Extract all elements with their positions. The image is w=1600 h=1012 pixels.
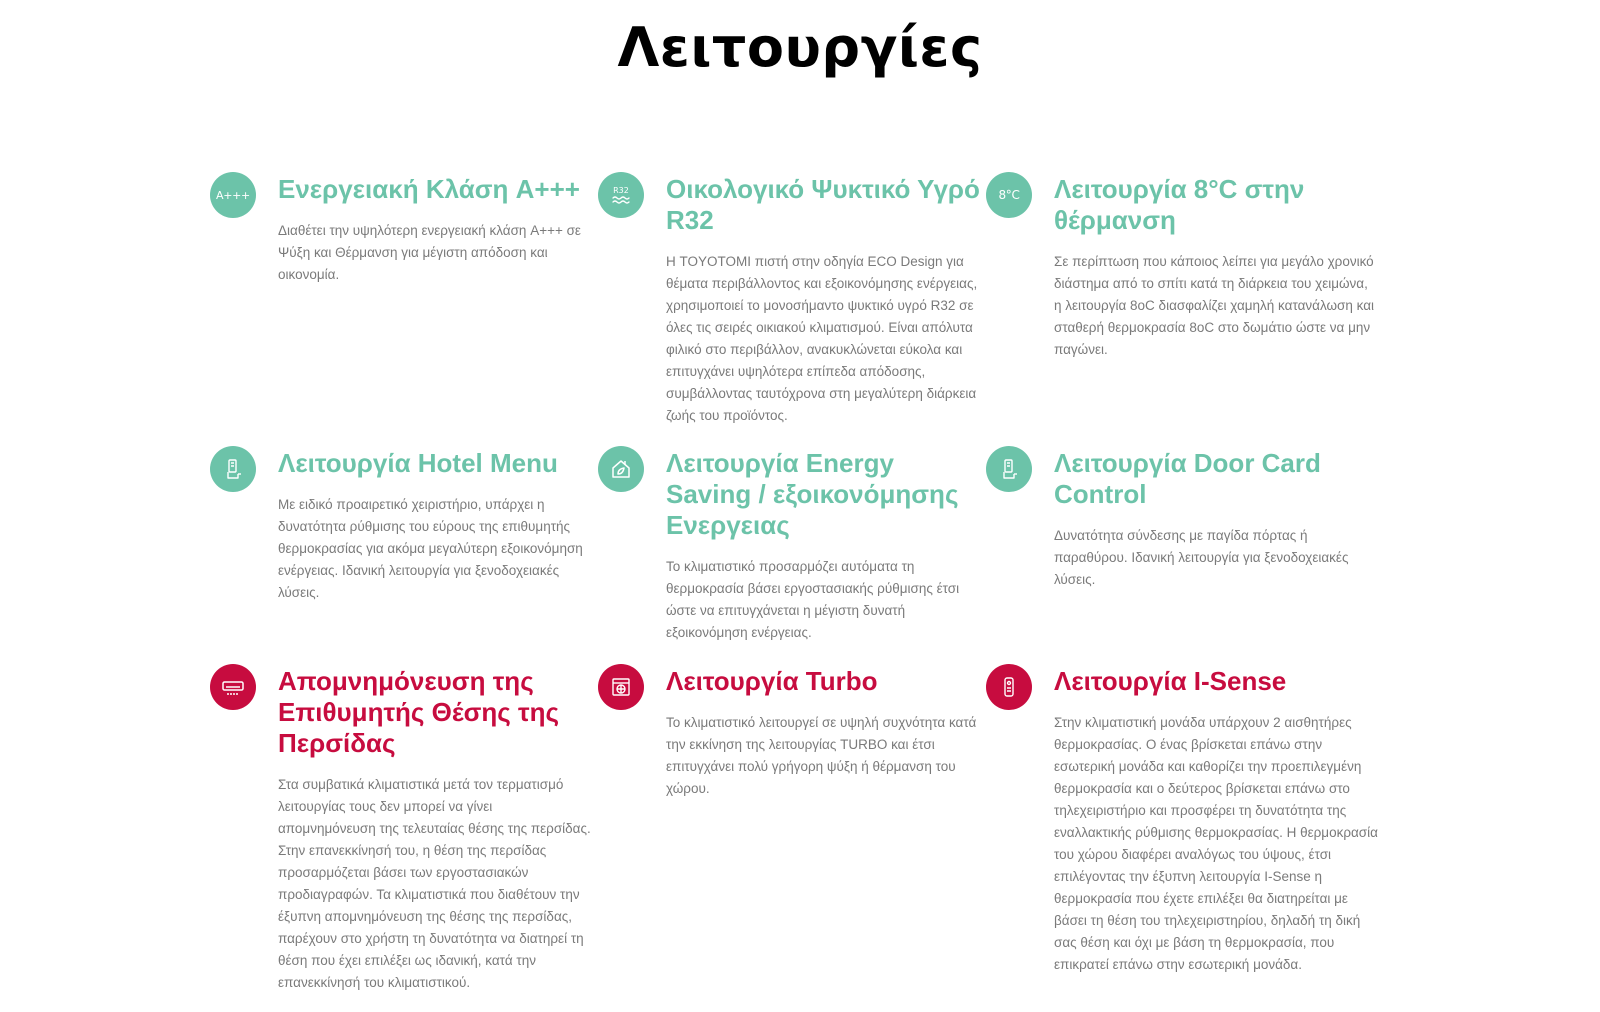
energy-saving-house-icon xyxy=(598,446,644,492)
air-conditioner-louver-icon xyxy=(210,664,256,710)
feature-title: Λειτουργία Energy Saving / εξοικονόμησης Ενεργειας xyxy=(666,448,959,540)
feature-description: Με ειδικό προαιρετικό χειριστήριο, υπάρχει η δυνατότητα ρύθμισης του εύρους της επιθυμητής θερμοκρασίας για ακόμα μεγαλύτερη εξοικονόμηση ενέργειας. Ιδανική λειτουργία για ξενοδοχειακές λύσεις. xyxy=(278,497,583,600)
feature-title: Οικολογικό Ψυκτικό Υγρό R32 xyxy=(666,174,980,235)
feature-title: Λειτουργία Hotel Menu xyxy=(278,448,558,478)
feature-description: Η TOYOTOMI πιστή στην οδηγία ECO Design για θέματα περιβάλλοντος και εξοικονόμησης ενέργειας, χρησιμοποιεί το μονοσήμαντο ψυκτικό υγρό R32 σε όλες τις σειρές οικιακού κλιματισμού. Είναι απόλυτα φιλικό στο περιβάλλον, ανακυκλώνεται εύκολα και επιτυγχάνει υψηλότερα επίπεδα απόδοσης, συμβάλλοντας ταυτόχρονα στη μεγαλύτερη διάρκεια ζωής του προϊόντος. xyxy=(666,254,978,423)
feature-title: Ενεργειακή Κλάση A+++ xyxy=(278,174,580,204)
feature-title: Λειτουργία I-Sense xyxy=(1054,666,1287,696)
svg-text:R32: R32 xyxy=(613,186,629,195)
page-title: Λειτουργίες xyxy=(617,16,983,79)
feature-description: Διαθέτει την υψηλότερη ενεργειακή κλάση A+++ σε Ψύξη και Θέρμανση για μέγιστη απόδοση και οικονομία. xyxy=(278,223,581,282)
feature-description: Σε περίπτωση που κάποιος λείπει για μεγάλο χρονικό διάστημα από το σπίτι κατά τη διάρκεια του χειμώνα, η λειτουργία 8οC διασφαλίζει χαμηλή κατανάλωση και σταθερή θερμοκρασία 8οC στο δωμάτιο ώστε να μην παγώνει. xyxy=(1054,254,1375,357)
feature-description: Το κλιματιστικό προσαρμόζει αυτόματα τη θερμοκρασία βάσει εργοστασιακής ρύθμισης έτσι ώστε να επιτυγχάνεται η μέγιστη δυνατή εξοικονόμηση ενέργειας. xyxy=(666,559,960,640)
r32-refrigerant-icon xyxy=(598,172,644,218)
eight-degrees-icon: 8°C xyxy=(986,172,1032,218)
feature-title: Λειτουργία Turbo xyxy=(666,666,878,696)
feature-title: Απομνημόνευση της Επιθυμητής Θέσης της Περσίδας xyxy=(278,666,560,758)
feature-description: Δυνατότητα σύνδεσης με παγίδα πόρτας ή παραθύρου. Ιδανική λειτουργία για ξενοδοχειακές λύσεις. xyxy=(1054,528,1349,587)
feature-description: Το κλιματιστικό λειτουργεί σε υψηλή συχνότητα κατά την εκκίνηση της λειτουργίας TURBO και έτσι επιτυγχάνει πολύ γρήγορη ψύξη ή θέρμανση του χώρου. xyxy=(666,715,977,796)
feature-title: Λειτουργία Door Card Control xyxy=(1054,448,1321,509)
feature-description: Στην κλιματιστική μονάδα υπάρχουν 2 αισθητήρες θερμοκρασίας. Ο ένας βρίσκεται επάνω στην εσωτερική μονάδα και καθορίζει την προεπιλεγμένη θερμοκρασία και ο δεύτερος βρίσκεται επάνω στο τηλεχειριστήριο και προσφέρει τη δυνατότητα της εναλλακτικής ρύθμισης θερμοκρασίας. Η θερμοκρασία του χώρου διαφέρει αναλόγως του ύψους, έτσι επιλέγοντας την έξυπνη λειτουργία I-Sense η θερμοκρασία που έχετε επιλέξει θα διατηρείται με βάσει τη θέση του τηλεχειριστηρίου, δηλαδή τη δική σας θέση και όχι με βάση τη θερμοκρασία, που επικρατεί επάνω στην εσωτερική μονάδα. xyxy=(1054,715,1378,972)
door-card-icon xyxy=(986,446,1032,492)
feature-title: Λειτουργία 8°C στην θέρμανση xyxy=(1054,174,1305,235)
feature-description: Στα συμβατικά κλιματιστικά μετά τον τερματισμό λειτουργίας τους δεν μπορεί να γίνει απομνημόνευση της τελευταίας θέσης της περσίδας. Στην επανεκκίνησή του, η θέση της περσίδας προσαρμόζεται βάσει των εργοστασιακών προδιαγραφών. Τα κλιματιστικά που διαθέτουν την έξυπνη απομνημόνευση της θέσης της περσίδας, παρέχουν στο χρήστη τη δυνατότητα να διατηρεί τη θέση που έχει επιλέξει ως ιδανική, κατά την επανεκκίνησή του κλιματιστικού. xyxy=(278,777,591,990)
hotel-remote-icon xyxy=(210,446,256,492)
i-sense-remote-icon xyxy=(986,664,1032,710)
energy-class-icon: A+++ xyxy=(210,172,256,218)
turbo-fan-icon xyxy=(598,664,644,710)
